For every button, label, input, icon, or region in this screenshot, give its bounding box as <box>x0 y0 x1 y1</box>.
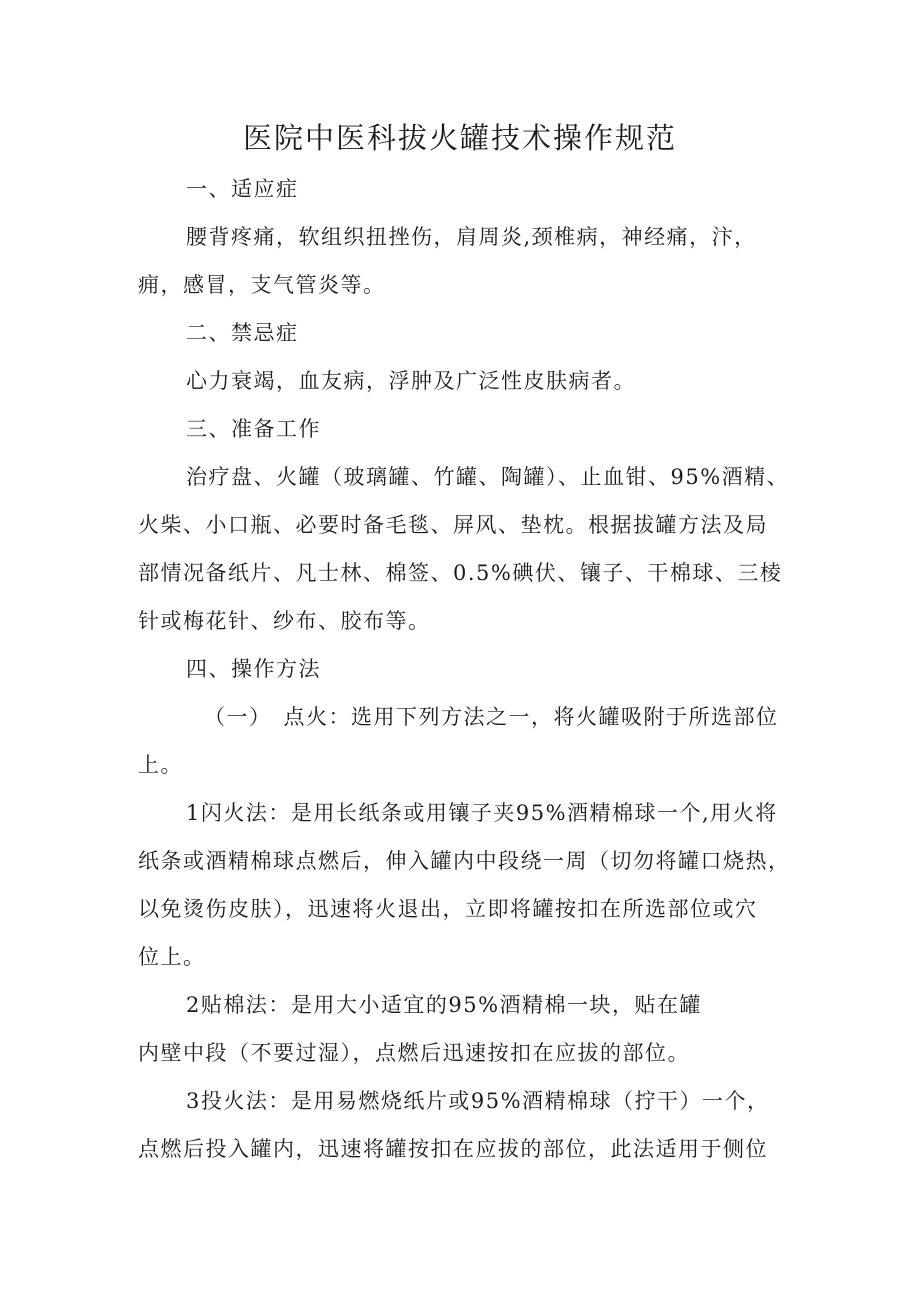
method-fire-throw: 3投火法：是用易燃烧纸片或95%酒精棉球（拧干）一个， <box>186 1089 770 1113</box>
method-flash-fire: 1闪火法：是用长纸条或用镶子夹95%酒精棉球一个,用火将 <box>186 801 778 825</box>
paragraph-line: 治疗盘、火罐（玻璃罐、竹罐、陶罐）、止血钳、95%酒精、 <box>186 465 790 489</box>
paragraph-line: 内壁中段（不要过湿），点燃后迅速按扣在应拔的部位。 <box>138 1041 690 1065</box>
section-heading-procedure: 四、操作方法 <box>186 657 321 681</box>
section-heading-preparation: 三、准备工作 <box>186 417 321 441</box>
paragraph-line: 以免烫伤皮肤），迅速将火退出，立即将罐按扣在所选部位或穴 <box>138 897 758 921</box>
paragraph-line: 心力衰竭，血友病，浮肿及广泛性皮肤病者。 <box>186 369 636 393</box>
paragraph-line: 位上。 <box>138 945 206 969</box>
section-heading-contraindications: 二、禁忌症 <box>186 321 299 345</box>
subsection-heading-ignition: （一） 点火：选用下列方法之一，将火罐吸附于所选部位 <box>204 705 779 729</box>
paragraph-line: 腰背疼痛，软组织扭挫伤，肩周炎,颈椎病，神经痛，汴， <box>186 225 757 249</box>
paragraph-line: 火柴、小口瓶、必要时备毛毯、屏风、垫枕。根据拔罐方法及局 <box>138 513 768 537</box>
document-title: 医院中医科拔火罐技术操作规范 <box>242 121 677 155</box>
paragraph-line: 纸条或酒精棉球点燃后，伸入罐内中段绕一周（切勿将罐口烧热， <box>138 849 791 873</box>
paragraph-line: 痈，感冒，支气管炎等。 <box>138 273 386 297</box>
paragraph-line: 部情况备纸片、凡士林、棉签、0.5%碘伏、镶子、干棉球、三棱 <box>138 561 783 585</box>
section-heading-indications: 一、适应症 <box>186 177 299 201</box>
method-cotton-stick: 2贴棉法：是用大小适宜的95%酒精棉一块，贴在罐 <box>186 993 703 1017</box>
paragraph-line: 上。 <box>138 753 183 777</box>
paragraph-line: 针或梅花针、纱布、胶布等。 <box>138 609 431 633</box>
paragraph-line: 点燃后投入罐内，迅速将罐按扣在应拔的部位，此法适用于侧位 <box>138 1137 768 1161</box>
